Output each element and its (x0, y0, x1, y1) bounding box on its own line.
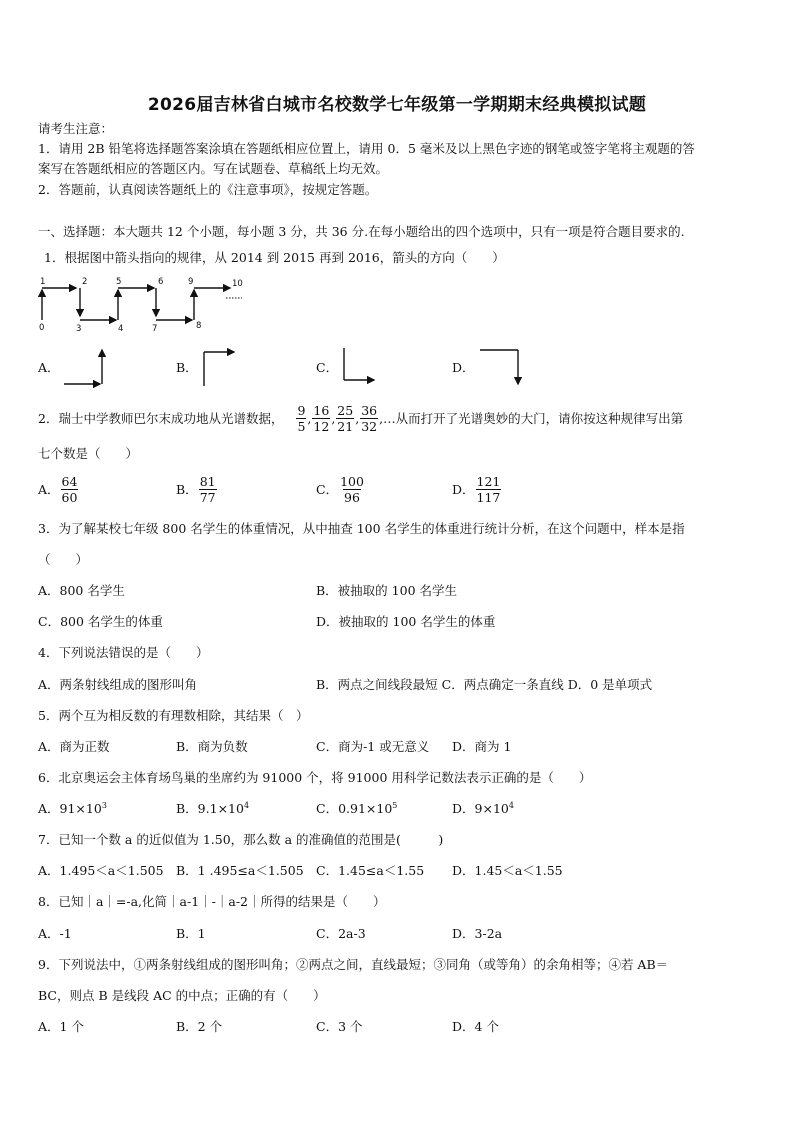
q2-stem-c: 七个数是（ ） (38, 446, 139, 461)
q5-option-d[interactable]: D．商为 1 (452, 739, 512, 754)
q1-figure-label: 3 (76, 324, 82, 334)
q3-option-c[interactable]: C．800 名学生的体重 (38, 614, 163, 629)
q8-option-b[interactable]: B．1 (176, 926, 206, 941)
q1-figure-label: 4 (118, 324, 124, 334)
q5-option-a[interactable]: A．商为正数 (38, 739, 110, 754)
q9-stem-a: 9．下列说法中，①两条射线组成的图形叫角；②两点之间，直线最短；③同角（或等角）的余角相等；④若 AB＝ (38, 957, 669, 972)
q3-option-a[interactable]: A．800 名学生 (38, 583, 125, 598)
q4-option-a[interactable]: A．两条射线组成的图形叫角 (38, 677, 198, 692)
q6-option-a[interactable]: A．$91\times 10^3$ (38, 800, 107, 816)
q9-option-d[interactable]: D．4 个 (452, 1019, 499, 1034)
q5-stem: 5．两个互为相反数的有理数相除，其结果（ ） (38, 708, 309, 723)
q1-option-d-arrow-figure (478, 344, 528, 390)
q2-fraction: $\frac{36}{32}$ (361, 403, 378, 434)
q8-option-c[interactable]: C．2a-3 (316, 926, 366, 941)
q3-stem-b: （ ） (38, 552, 89, 567)
q1-option-c-arrow-figure (338, 344, 382, 388)
q2-option-a[interactable]: A． $\frac{64}{60}$ (38, 474, 78, 505)
q5-option-b[interactable]: B．商为负数 (176, 739, 248, 754)
q1-figure-label: 6 (158, 277, 164, 287)
notice-item-1a: 1．请用 2B 铅笔将选择题答案涂填在答题纸相应位置上，请用 0．5 毫米及以上黑色字迹的钢笔或签字笔将主观题的答 (38, 141, 695, 156)
q3-option-d[interactable]: D．被抽取的 100 名学生的体重 (316, 614, 496, 629)
q7-option-a[interactable]: A．1.495＜a＜1.505 (38, 863, 164, 878)
q1-figure-label: 10 (232, 279, 243, 289)
q5-option-c[interactable]: C．商为-1 或无意义 (316, 739, 430, 754)
q6-option-d[interactable]: D．$9\times 10^4$ (452, 800, 514, 816)
q6-option-c[interactable]: C．$0.91\times 10^5$ (316, 800, 398, 816)
q9-option-b[interactable]: B．2 个 (176, 1019, 223, 1034)
q8-option-a[interactable]: A．-1 (38, 926, 72, 941)
q1-option-c-label[interactable]: C． (316, 360, 339, 375)
q1-option-d-label[interactable]: D． (452, 360, 475, 375)
q2-stem-a: 2．瑞士中学教师巴尔末成功地从光谱数据， (38, 410, 284, 426)
q1-figure-label: 0 (39, 323, 45, 333)
q1-option-a-label[interactable]: A． (38, 360, 60, 375)
q1-figure-label: 8 (196, 321, 202, 331)
q2-option-b[interactable]: B． $\frac{81}{77}$ (176, 474, 216, 505)
q9-option-c[interactable]: C．3 个 (316, 1019, 363, 1034)
q1-option-b-arrow-figure (198, 344, 242, 388)
q8-option-d[interactable]: D．3-2a (452, 926, 503, 941)
q7-option-d[interactable]: D．1.45＜a＜1.55 (452, 863, 563, 878)
q4-option-bcd[interactable]: B．两点之间线段最短 C．两点确定一条直线 D．0 是单项式 (316, 677, 653, 692)
section-heading: 一、选择题：本大题共 12 个小题，每小题 3 分，共 36 分.在每小题给出的四个选项中，只有一项是符合题目要求的. (38, 224, 685, 239)
q2-option-c[interactable]: C． $\frac{100}{96}$ (316, 474, 364, 505)
q7-option-b[interactable]: B．1 .495≤a＜1.505 (176, 863, 304, 878)
notice-item-2: 2．答题前，认真阅读答题纸上的《注意事项》，按规定答题。 (38, 182, 378, 197)
q1-figure-label: 5 (116, 277, 122, 287)
q1-figure-label: 9 (188, 277, 194, 287)
q3-option-b[interactable]: B．被抽取的 100 名学生 (316, 583, 457, 598)
q1-figure-label: 7 (152, 324, 158, 334)
q1-arrow-pattern-figure (36, 276, 251, 334)
notice-item-1b: 案写在答题纸相应的答题区内。写在试题卷、草稿纸上均无效。 (38, 161, 389, 176)
q2-fraction: $\frac{16}{12}$ (313, 403, 330, 434)
notice-heading: 请考生注意： (38, 121, 114, 136)
q1-option-b-label[interactable]: B． (176, 360, 198, 375)
q1-option-a-arrow-figure (62, 344, 110, 388)
q8-stem: 8．已知｜a｜=-a,化简｜a-1｜-｜a-2｜所得的结果是（ ） (38, 894, 386, 909)
q7-option-c[interactable]: C．1.45≤a＜1.55 (316, 863, 425, 878)
q2-stem-line: 2．瑞士中学教师巴尔末成功地从光谱数据， $\frac{9}{5}$ , $\frac{16}{12}$ , $\frac{25}{21}$ , $\frac{36}{32}$ ,…从而打开了光谱奥妙的大门，请你按这种规律写出第 (38, 403, 684, 434)
q3-stem-a: 3．为了解某校七年级 800 名学生的体重情况，从中抽查 100 名学生的体重进行统计分析，在这个问题中，样本是指 (38, 521, 685, 536)
q2-fraction: $\frac{9}{5}$ (297, 403, 306, 434)
q2-fraction: $\frac{25}{21}$ (337, 403, 354, 434)
q9-stem-b: BC，则点 B 是线段 AC 的中点；正确的有（ ） (38, 988, 326, 1003)
q6-stem: 6．北京奥运会主体育场鸟巢的坐席约为 91000 个，将 91000 用科学记数法表示正确的是（ ） (38, 770, 592, 785)
q2-stem-b: ,…从而打开了光谱奥妙的大门，请你按这种规律写出第 (379, 410, 684, 426)
q6-option-b[interactable]: B．$9.1\times 10^4$ (176, 800, 250, 816)
q2-option-d[interactable]: D． $\frac{121}{117}$ (452, 474, 501, 505)
q1-stem: 1．根据图中箭头指向的规律，从 2014 到 2015 再到 2016，箭头的方向（ ） (44, 250, 505, 265)
q4-stem: 4．下列说法错误的是（ ） (38, 645, 209, 660)
q9-option-a[interactable]: A．1 个 (38, 1019, 84, 1034)
q1-figure-label: 2 (82, 277, 88, 287)
q1-figure-label: 1 (40, 277, 46, 287)
q7-stem: 7．已知一个数 a 的近似值为 1.50，那么数 a 的准确值的范围是( ) (38, 832, 444, 847)
exam-title: 2026届吉林省白城市名校数学七年级第一学期期末经典模拟试题 (147, 95, 647, 115)
